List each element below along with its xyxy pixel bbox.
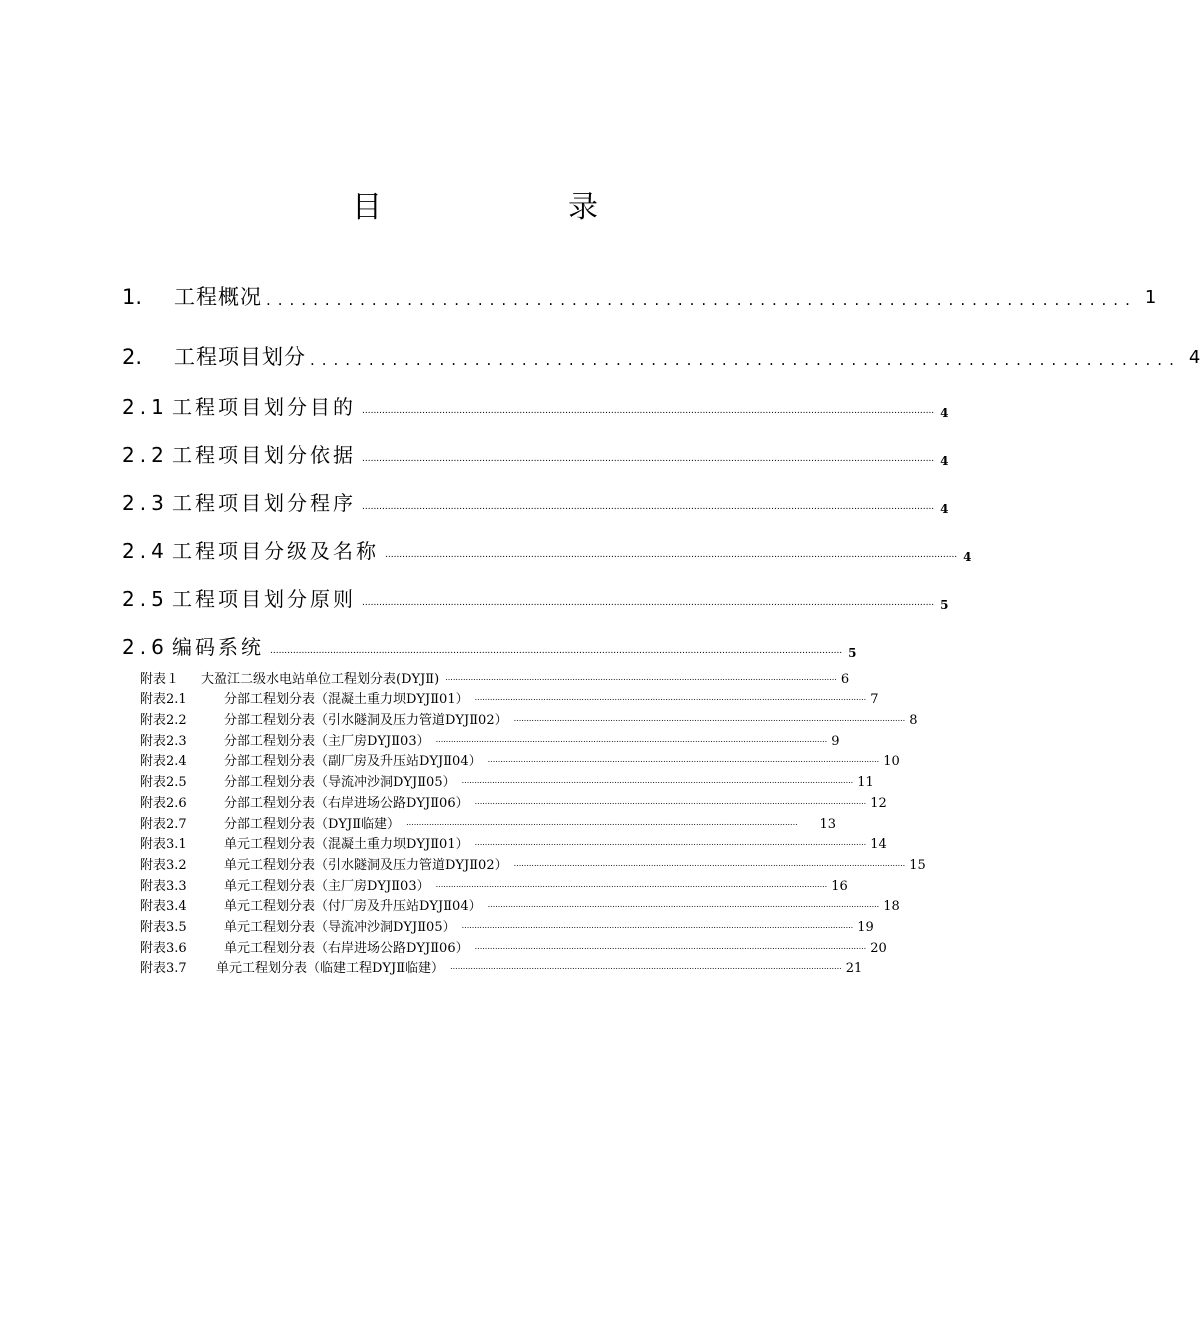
- toc-leader-dots: ........................................................................................................................................................................................................: [362, 406, 935, 416]
- appendix-entry[interactable]: [140, 707, 918, 729]
- appendix-entry[interactable]: [140, 687, 879, 708]
- appendix-entry[interactable]: [140, 852, 926, 873]
- appendix-label: 分部工程划分表（引水隧洞及压力管道DYJⅡ02）: [224, 713, 508, 729]
- appendix-code: 附表2.4: [140, 754, 187, 770]
- appendix-entry[interactable]: [140, 832, 887, 853]
- appendix-page: 13: [819, 816, 836, 832]
- appendix-page: 7: [870, 692, 879, 708]
- toc-leader-dots: ........................................................................................................................................................................................................: [270, 646, 843, 656]
- appendix-code: 附表１: [140, 671, 180, 687]
- appendix-leader-dots: ..........................................................................................................................................................: [474, 693, 867, 703]
- toc-entry-number: 2.1: [122, 395, 169, 419]
- toc-entry-page: 4: [1188, 347, 1200, 368]
- toc-leader-dots: ........................................................................................................................................................................................................: [385, 550, 958, 560]
- appendix-code: 附表3.1: [140, 837, 187, 853]
- appendix-page: 14: [870, 837, 887, 853]
- toc-entry-label: 工程概况: [174, 285, 262, 309]
- toc-entry[interactable]: [122, 484, 949, 518]
- appendix-label: 大盈江二级水电站单位工程划分表(DYJⅡ): [201, 671, 440, 687]
- toc-entry-label: 工程项目划分目的: [172, 395, 356, 419]
- toc-entry-number: 2.3: [122, 491, 169, 515]
- appendix-leader-dots: ..........................................................................................................................................................: [513, 714, 906, 724]
- appendix-page: 12: [870, 795, 887, 811]
- appendix-entry[interactable]: [140, 935, 887, 956]
- appendix-entry[interactable]: [140, 728, 840, 749]
- appendix-entry[interactable]: [140, 790, 887, 811]
- toc-entry-label: 工程项目划分原则: [172, 587, 356, 611]
- toc-entry-page: 5: [940, 598, 949, 612]
- appendix-leader-dots: ..........................................................................................................................................................: [435, 734, 828, 744]
- page-title: 目 录: [352, 190, 676, 225]
- appendix-code: 附表2.2: [140, 713, 187, 729]
- appendix-leader-dots: ..........................................................................................................................................................: [406, 817, 798, 827]
- appendix-entry[interactable]: [140, 956, 863, 977]
- appendix-page: 19: [857, 919, 874, 935]
- appendix-label: 分部工程划分表（混凝土重力坝DYJⅡ01）: [224, 692, 469, 708]
- appendix-code: 附表2.7: [140, 816, 187, 832]
- toc-entry-page: 1: [1144, 287, 1157, 308]
- appendix-code: 附表3.6: [140, 940, 187, 956]
- toc-main-list: [122, 0, 1200, 666]
- toc-entry-label: 编码系统: [172, 635, 264, 659]
- appendix-entry[interactable]: [140, 914, 874, 935]
- appendix-code: 附表3.2: [140, 857, 187, 873]
- appendix-code: 附表2.6: [140, 795, 187, 811]
- toc-entry-number: 2.5: [122, 587, 169, 611]
- toc-entry-label: 工程项目划分: [174, 345, 306, 369]
- appendix-entry[interactable]: [140, 811, 836, 832]
- appendix-label: 分部工程划分表（DYJⅡ临建）: [224, 816, 401, 832]
- toc-entry-number: 1.: [122, 285, 143, 309]
- appendix-page: 21: [845, 961, 863, 977]
- appendix-leader-dots: ..........................................................................................................................................................: [474, 796, 867, 806]
- appendix-page: 16: [831, 878, 848, 894]
- appendix-leader-dots: ..........................................................................................................................................................: [445, 672, 837, 682]
- toc-entry-page: 4: [940, 406, 949, 420]
- toc-entry-page: 4: [940, 454, 949, 468]
- appendix-code: 附表3.5: [140, 919, 187, 935]
- appendix-entry[interactable]: [140, 894, 900, 915]
- toc-entry-label: 工程项目划分依据: [172, 443, 356, 467]
- toc-entry[interactable]: [122, 436, 949, 470]
- appendix-entry[interactable]: [140, 769, 874, 791]
- appendix-code: 附表2.3: [140, 733, 187, 749]
- toc-entry[interactable]: [122, 532, 972, 566]
- appendix-page: 10: [883, 754, 900, 770]
- appendix-label: 单元工程划分表（付厂房及升压站DYJⅡ04）: [224, 899, 482, 915]
- toc-entry[interactable]: [122, 388, 949, 422]
- appendix-code: 附表3.3: [140, 878, 187, 894]
- toc-entry[interactable]: [122, 338, 1200, 372]
- appendix-leader-dots: ..........................................................................................................................................................: [450, 962, 842, 972]
- appendix-page: 15: [909, 857, 926, 873]
- appendix-leader-dots: ..........................................................................................................................................................: [513, 858, 906, 868]
- toc-entry-label: 工程项目划分程序: [172, 491, 356, 515]
- appendix-code: 附表3.7: [140, 961, 187, 977]
- appendix-leader-dots: ..........................................................................................................................................................: [487, 900, 880, 910]
- appendix-label: 单元工程划分表（引水隧洞及压力管道DYJⅡ02）: [224, 857, 508, 873]
- appendix-label: 分部工程划分表（主厂房DYJⅡ03）: [224, 733, 430, 749]
- appendix-label: 分部工程划分表（副厂房及升压站DYJⅡ04）: [224, 754, 482, 770]
- appendix-page: 20: [870, 940, 887, 956]
- appendix-label: 单元工程划分表（混凝土重力坝DYJⅡ01）: [224, 837, 469, 853]
- appendix-leader-dots: ..........................................................................................................................................................: [487, 755, 880, 765]
- appendix-page: 11: [857, 775, 874, 791]
- appendix-page: 6: [840, 671, 850, 687]
- toc-entry-label: 工程项目分级及名称: [172, 539, 379, 563]
- appendix-label: 分部工程划分表（导流冲沙洞DYJⅡ05）: [224, 775, 456, 791]
- toc-entry-page: 5: [848, 646, 857, 660]
- appendix-leader-dots: ..........................................................................................................................................................: [474, 838, 867, 848]
- appendix-page: 18: [883, 899, 900, 915]
- toc-leader-dots: ........................................................................................................................................................................................................: [362, 502, 935, 512]
- appendix-label: 单元工程划分表（右岸进场公路DYJⅡ06）: [224, 940, 469, 956]
- appendix-label: 单元工程划分表（主厂房DYJⅡ03）: [224, 878, 430, 894]
- toc-entry-number: 2.6: [122, 635, 169, 659]
- toc-entry-page: 4: [940, 502, 949, 516]
- appendix-label: 单元工程划分表（导流冲沙洞DYJⅡ05）: [224, 919, 456, 935]
- appendix-list: [140, 666, 926, 977]
- appendix-code: 附表2.5: [140, 775, 187, 791]
- toc-entry-number: 2.4: [122, 539, 169, 563]
- toc-entry-number: 2.2: [122, 443, 169, 467]
- appendix-code: 附表3.4: [140, 899, 187, 915]
- toc-entry[interactable]: [122, 278, 1157, 312]
- appendix-leader-dots: ..........................................................................................................................................................: [474, 941, 867, 951]
- appendix-entry[interactable]: [140, 666, 850, 687]
- appendix-leader-dots: ..........................................................................................................................................................: [435, 879, 828, 889]
- toc-leader-dots: ........................................................................................................................................................................................................: [362, 598, 935, 608]
- appendix-entry[interactable]: [140, 749, 900, 770]
- toc-leader-dots: ........................................................................................................................................................................................................: [362, 454, 935, 464]
- toc-entry[interactable]: [122, 628, 857, 662]
- appendix-page: 9: [831, 733, 840, 749]
- toc-entry-number: 2.: [122, 345, 143, 369]
- appendix-label: 分部工程划分表（右岸进场公路DYJⅡ06）: [224, 795, 469, 811]
- toc-entry-page: 4: [963, 550, 972, 564]
- appendix-label: 单元工程划分表（临建工程DYJⅡ临建）: [216, 961, 445, 977]
- toc-leader-dots: ..........................................................................: [266, 291, 1137, 309]
- toc-leader-dots: ..........................................................................: [310, 351, 1181, 369]
- toc-entry[interactable]: [122, 580, 949, 614]
- appendix-entry[interactable]: [140, 873, 848, 894]
- appendix-leader-dots: ..........................................................................................................................................................: [461, 920, 854, 930]
- appendix-leader-dots: ..........................................................................................................................................................: [461, 776, 854, 786]
- appendix-page: 8: [909, 713, 918, 729]
- appendix-code: 附表2.1: [140, 692, 187, 708]
